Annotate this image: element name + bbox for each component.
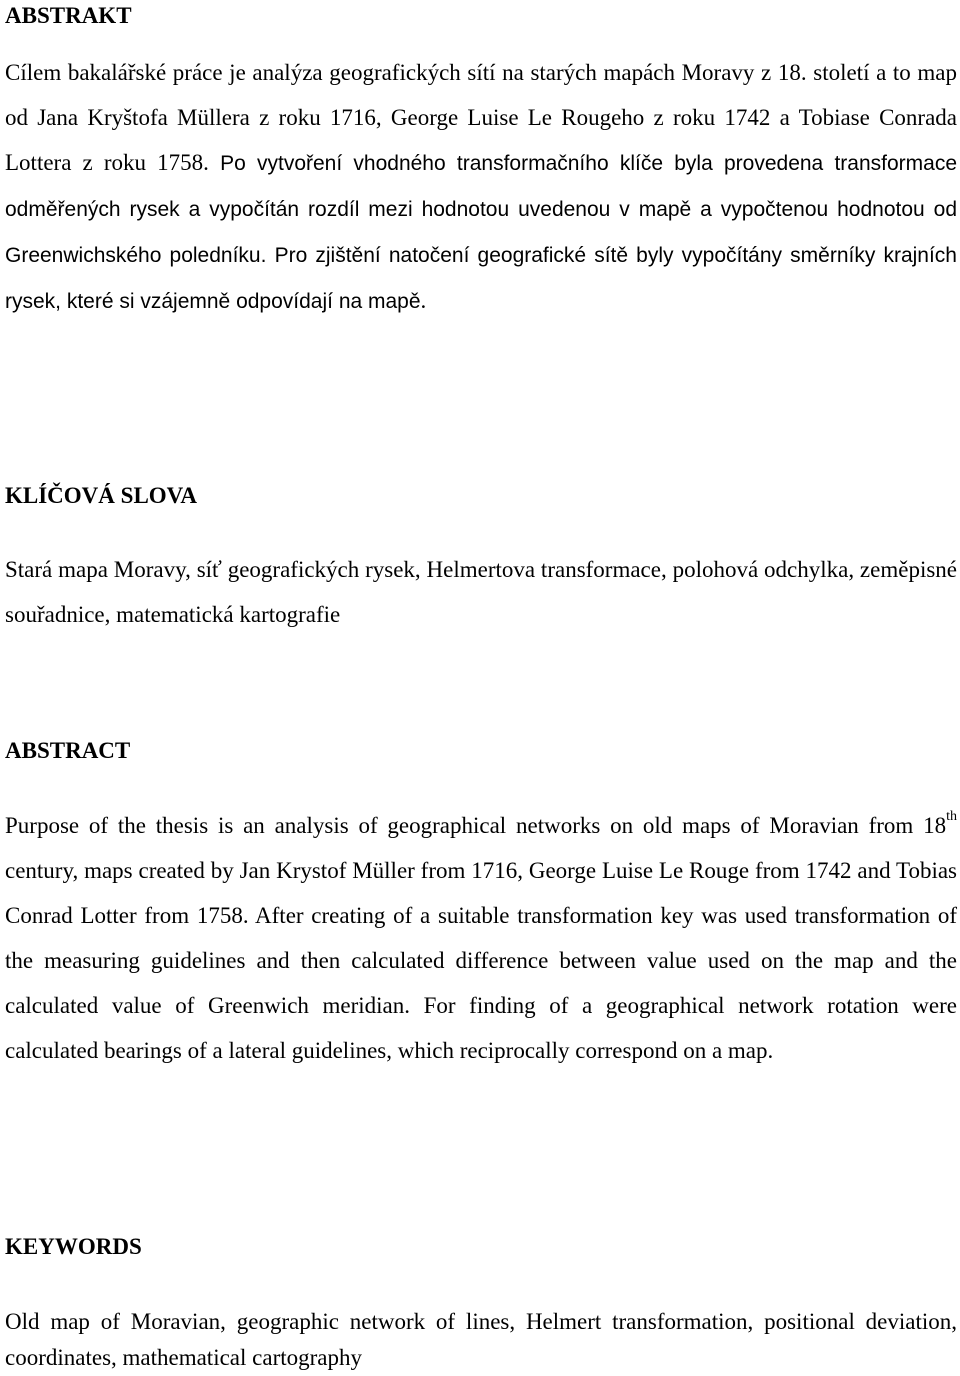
abstrakt-heading: ABSTRAKT	[5, 3, 132, 28]
abstract-section	[5, 803, 957, 1073]
abstrakt-section	[5, 50, 957, 324]
klicova-slova-text: Stará mapa Moravy, síť geografických rysek, Helmertova transformace, polohová odchylka, zeměpisné souřadnice, matematická kartografie	[5, 557, 957, 627]
abstract-heading-block	[5, 737, 957, 765]
klicova-slova-heading-block	[5, 482, 957, 510]
abstrakt-text-part-2: století a to map od Jana Kryštofa Müllera z roku 1716, George Luise Le Rougeho z roku 1742 a Tobiase Conrada Lottera z roku 1758.	[5, 60, 957, 175]
keywords-section	[5, 1304, 957, 1376]
keywords-text: Old map of Moravian, geographic network of lines, Helmert transformation, positional deviation, coordinates, mathematical cartography	[5, 1309, 957, 1370]
abstract-text-part-1: Purpose of the thesis is an analysis of geographical networks on old maps of Moravian from 18	[5, 813, 947, 838]
abstrakt-text-part-4: .	[420, 288, 427, 313]
klicova-slova-heading: KLÍČOVÁ SLOVA	[5, 483, 197, 508]
keywords-heading-block	[5, 1233, 957, 1261]
abstract-paragraph	[5, 803, 957, 1073]
abstrakt-text-part-3: Po vytvoření vhodného transformačního klíče byla provedena transformace odměřených rysek a vypočítán rozdíl mezi hodnotou uvedenou v mapě a vypočtenou hodnotou od Greenwichského poledníku. Pro zjištění natočení geografické sítě byly vypočítány směrníky krajních rysek, které si vzájemně odpovídají na mapě	[5, 152, 957, 313]
abstract-text-part-2: century, maps created by Jan Krystof Müller from 1716, George Luise Le Rouge from 1742 and Tobias Conrad Lotter from 1758. After creating of a suitable transformation key was used transformation of the measuring guidelines and then calculated difference between value used on the map and the calculated value of Greenwich meridian. For finding of a geographical network rotation were calculated bearings of a lateral guidelines, which reciprocally correspond on a map.	[5, 858, 957, 1063]
abstrakt-paragraph	[5, 50, 957, 324]
abstrakt-text-part-1: Cílem bakalářské práce je analýza geografických sítí na starých mapách Moravy z 18.	[5, 60, 807, 85]
klicova-slova-section	[5, 547, 957, 637]
keywords-heading: KEYWORDS	[5, 1234, 142, 1259]
abstract-heading: ABSTRACT	[5, 738, 131, 763]
abstract-superscript: th	[946, 809, 957, 825]
abstrakt-heading-block	[5, 2, 957, 30]
